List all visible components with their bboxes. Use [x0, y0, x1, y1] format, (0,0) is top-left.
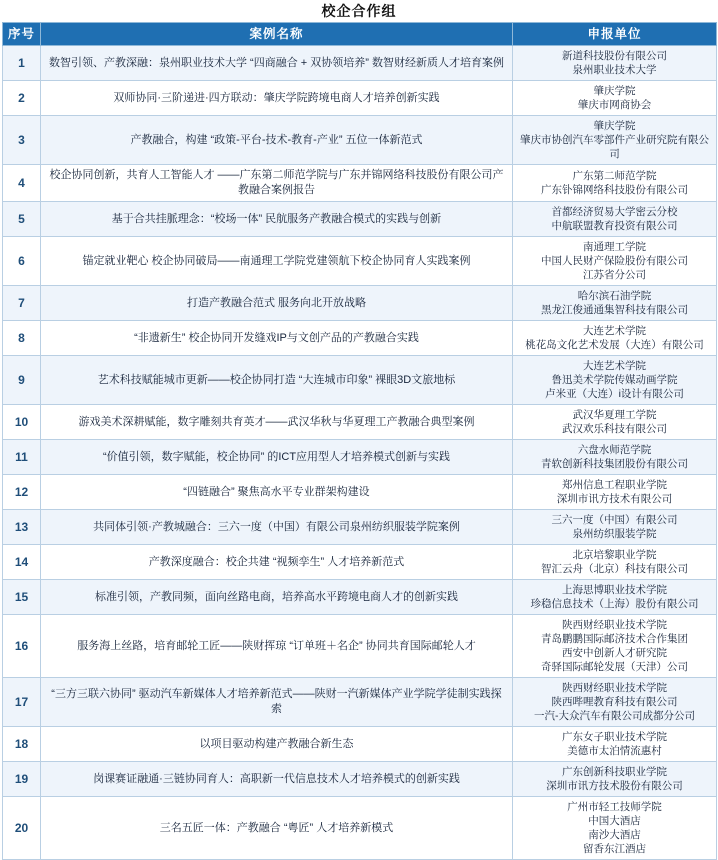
organization-cell — [513, 678, 717, 727]
organization-line: 美德市太泊情流惠村 — [567, 745, 662, 757]
organization-line: 哈尔滨石油学院 — [577, 290, 652, 302]
row-index: 1 — [3, 46, 41, 81]
row-index: 20 — [3, 797, 41, 860]
table-header — [3, 23, 717, 46]
organization-cell — [513, 797, 717, 860]
organization-line: 桃花岛文化艺术发展（大连）有限公司 — [525, 339, 704, 351]
organization-line: 广东第二师范学院 — [572, 170, 657, 182]
table-row — [3, 475, 717, 510]
organization-line: 广州市轻工技师学院 — [567, 801, 662, 813]
organization-line: 鲁迅美术学院传媒动画学院 — [551, 374, 678, 386]
column-header-organization: 申报单位 — [513, 23, 717, 46]
column-header-case-name: 案例名称 — [41, 23, 513, 46]
case-name: 数智引领、产教深融：泉州职业技术大学 “四商融合 + 双协领培养” 数智财经新质人才培育案例 — [41, 46, 513, 81]
case-name: 校企协同创新，共育人工智能人才 ——广东第二师范学院与广东并锦网络科技股份有限公司产教融合案例报告 — [41, 165, 513, 202]
case-name: 双师协同·三阶递进·四方联动：肇庆学院跨境电商人才培养创新实践 — [41, 81, 513, 116]
table-row — [3, 46, 717, 81]
table-row — [3, 797, 717, 860]
case-name: 基于合共挂脈理念：“校场一体” 民航服务产教融合模式的实践与创新 — [41, 202, 513, 237]
row-index: 8 — [3, 321, 41, 356]
column-header-no: 序号 — [3, 23, 41, 46]
document-title-bar — [0, 0, 718, 22]
case-name: 锚定就业靶心 校企协同破局——南通理工学院党建领航下校企协同育人实践案例 — [41, 237, 513, 286]
table-row — [3, 405, 717, 440]
row-index: 13 — [3, 510, 41, 545]
organization-cell — [513, 580, 717, 615]
organization-line: 卢米亚（大连）i设计有限公司 — [545, 388, 684, 400]
organization-line: 奇驿国际邮轮发展（天津）公司 — [541, 661, 688, 673]
cases-table — [2, 22, 717, 860]
organization-line: 六盘水师范学院 — [577, 444, 652, 456]
table-row — [3, 545, 717, 580]
organization-cell — [513, 545, 717, 580]
row-index: 9 — [3, 356, 41, 405]
organization-cell — [513, 727, 717, 762]
table-row — [3, 356, 717, 405]
table-row — [3, 116, 717, 165]
organization-line: 新道科技股份有限公司 — [562, 50, 667, 62]
organization-line: 郑州信息工程职业学院 — [562, 479, 667, 491]
organization-line: 深圳市讯方技术股份有限公司 — [546, 780, 683, 792]
organization-cell — [513, 321, 717, 356]
row-index: 17 — [3, 678, 41, 727]
case-name: 艺术科技赋能城市更新——校企协同打造 “大连城市印象” 裸眼3D文旅地标 — [41, 356, 513, 405]
table-row — [3, 440, 717, 475]
organization-line: 南沙大酒店 — [588, 829, 641, 841]
row-index: 19 — [3, 762, 41, 797]
organization-line: 肇庆学院 — [593, 85, 636, 97]
organization-line: 大连艺术学院 — [583, 325, 646, 337]
organization-line: 西安中创新人才研究院 — [562, 647, 667, 659]
table-row — [3, 286, 717, 321]
table-row — [3, 165, 717, 202]
case-name: 共同体引领·产教城融合：三六一度（中国）有限公司泉州纺织服装学院案例 — [41, 510, 513, 545]
row-index: 10 — [3, 405, 41, 440]
organization-line: 首都经济贸易大学密云分校 — [551, 206, 678, 218]
case-name: 三名五匠一体：产教融合 “粤匠” 人才培养新模式 — [41, 797, 513, 860]
row-index: 5 — [3, 202, 41, 237]
organization-cell — [513, 202, 717, 237]
row-index: 7 — [3, 286, 41, 321]
row-index: 6 — [3, 237, 41, 286]
table-row — [3, 202, 717, 237]
case-name: “价值引领，数字赋能，校企协同” 的ICT应用型人才培养模式创新与实践 — [41, 440, 513, 475]
table-row — [3, 727, 717, 762]
organization-line: 一汽-大众汽车有限公司成都分公司 — [534, 710, 695, 722]
row-index: 18 — [3, 727, 41, 762]
organization-cell — [513, 762, 717, 797]
organization-line: 广东女子职业技术学院 — [562, 731, 667, 743]
organization-line: 泉州纺织服装学院 — [572, 528, 657, 540]
case-name: 服务海上丝路，培育邮轮工匠——陕财挥琼 “订单班＋名企” 协同共育国际邮轮人才 — [41, 615, 513, 678]
organization-line: 上海思博职业技术学院 — [562, 584, 667, 596]
organization-line: 肇庆市协创汽车零部件产业研究院有限公司 — [520, 134, 709, 160]
row-index: 12 — [3, 475, 41, 510]
row-index: 15 — [3, 580, 41, 615]
organization-line: 三六一度（中国）有限公司 — [551, 514, 678, 526]
organization-cell — [513, 405, 717, 440]
case-name: 岗课赛证融通·三链协同育人：高职新一代信息技术人才培养模式的创新实践 — [41, 762, 513, 797]
table-row — [3, 580, 717, 615]
organization-cell — [513, 46, 717, 81]
organization-line: 泉州职业技术大学 — [572, 64, 657, 76]
table-row — [3, 237, 717, 286]
organization-line: 江苏省分公司 — [583, 269, 646, 281]
table-row — [3, 510, 717, 545]
row-index: 11 — [3, 440, 41, 475]
organization-line: 青岛鹏鹏国际邮济技术合作集团 — [541, 633, 688, 645]
organization-line: 黑龙江俊通通集智科技有限公司 — [541, 304, 688, 316]
case-name: “四链融合” 聚焦高水平专业群架构建设 — [41, 475, 513, 510]
table-row — [3, 81, 717, 116]
organization-cell — [513, 81, 717, 116]
case-name: 以项目驱动构建产教融合新生态 — [41, 727, 513, 762]
organization-line: 陕西财经职业技术学院 — [562, 619, 667, 631]
organization-line: 武汉华夏理工学院 — [572, 409, 657, 421]
organization-line: 北京培黎职业学院 — [572, 549, 657, 561]
organization-cell — [513, 165, 717, 202]
organization-line: 留香东江酒店 — [583, 843, 646, 855]
organization-cell — [513, 356, 717, 405]
case-name: “非遗新生” 校企协同开发缝戏IP与文创产品的产教融合实践 — [41, 321, 513, 356]
case-name: 产教融合，构建 “政策-平台-技术-教育-产业” 五位一体新范式 — [41, 116, 513, 165]
row-index: 3 — [3, 116, 41, 165]
organization-line: 武汉欢乐科技有限公司 — [562, 423, 667, 435]
organization-cell — [513, 286, 717, 321]
organization-line: 肇庆学院 — [593, 120, 636, 132]
organization-line: 中国人民财产保险股份有限公司 — [541, 255, 688, 267]
page-title: 校企合作组 — [321, 3, 397, 19]
organization-line: 肇庆市网商协会 — [577, 99, 652, 111]
organization-line: 广东钋锦网络科技股份有限公司 — [541, 184, 688, 196]
organization-cell — [513, 475, 717, 510]
table-row — [3, 615, 717, 678]
table-header-row — [3, 23, 717, 46]
organization-line: 珍稳信息技术（上海）股份有限公司 — [530, 598, 699, 610]
organization-cell — [513, 237, 717, 286]
case-name: “三方三联六协同” 驱动汽车新媒体人才培养新范式——陕财一汽新媒体产业学院学徒制实践探索 — [41, 678, 513, 727]
case-name: 打造产教融合范式 服务向北开放战略 — [41, 286, 513, 321]
table-row — [3, 678, 717, 727]
row-index: 4 — [3, 165, 41, 202]
row-index: 16 — [3, 615, 41, 678]
organization-line: 陕西哔哩教育科技有限公司 — [551, 696, 678, 708]
organization-line: 南通理工学院 — [583, 241, 646, 253]
organization-line: 深圳市讯方技术有限公司 — [556, 493, 673, 505]
table-row — [3, 321, 717, 356]
organization-cell — [513, 510, 717, 545]
organization-cell — [513, 440, 717, 475]
case-name: 游戏美术深耕赋能，数字雕刻共育英才——武汉华秋与华夏理工产教融合典型案例 — [41, 405, 513, 440]
organization-line: 中国大酒店 — [588, 815, 641, 827]
organization-line: 大连艺术学院 — [583, 360, 646, 372]
organization-line: 青软创新科技集团股份有限公司 — [541, 458, 688, 470]
organization-line: 中航联盟教育投资有限公司 — [551, 220, 678, 232]
table-body — [3, 46, 717, 860]
organization-line: 陕西财经职业技术学院 — [562, 682, 667, 694]
row-index: 14 — [3, 545, 41, 580]
organization-line: 智汇云舟（北京）科技有限公司 — [541, 563, 688, 575]
case-name: 标准引领，产教同频，面向丝路电商，培养高水平跨境电商人才的创新实践 — [41, 580, 513, 615]
case-name: 产教深度融合：校企共建 “视频孪生” 人才培养新范式 — [41, 545, 513, 580]
organization-cell — [513, 116, 717, 165]
organization-line: 广东创新科技职业学院 — [562, 766, 667, 778]
table-row — [3, 762, 717, 797]
organization-cell — [513, 615, 717, 678]
row-index: 2 — [3, 81, 41, 116]
